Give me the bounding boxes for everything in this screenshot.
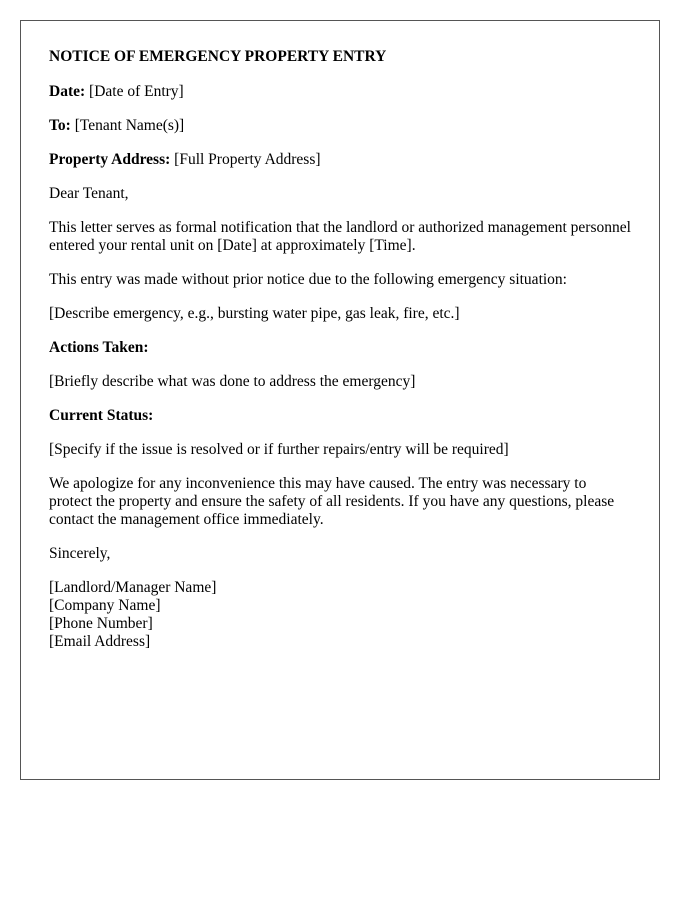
signature-email: [Email Address] [49,633,151,650]
emergency-reason-paragraph: This entry was made without prior notice due to the following emergency situation: [49,271,567,288]
sign-off: Sincerely, [49,545,111,562]
status-heading: Current Status: [49,407,154,424]
letter-title: NOTICE OF EMERGENCY PROPERTY ENTRY [49,48,387,65]
actions-value: [Briefly describe what was done to address the emergency] [49,373,416,390]
entry-notification-paragraph: This letter serves as formal notification that the landlord or authorized management personnel entered your rental unit on [Date] at approximately [Time]. [49,219,631,254]
address-value: [Full Property Address] [174,151,321,168]
to-value: [Tenant Name(s)] [74,117,185,134]
date-value: [Date of Entry] [89,83,184,100]
date-label: Date: [49,83,86,100]
to-label: To: [49,117,71,134]
signature-name: [Landlord/Manager Name] [49,579,217,596]
status-value: [Specify if the issue is resolved or if further repairs/entry will be required] [49,441,509,458]
date-line [49,83,631,101]
signature-block [49,579,631,651]
letter-page [20,20,660,780]
signature-phone: [Phone Number] [49,615,153,632]
to-line [49,117,631,135]
salutation: Dear Tenant, [49,185,129,202]
address-label: Property Address: [49,151,171,168]
actions-heading: Actions Taken: [49,339,149,356]
emergency-description: [Describe emergency, e.g., bursting water pipe, gas leak, fire, etc.] [49,305,460,322]
closing-paragraph: We apologize for any inconvenience this may have caused. The entry was necessary to protect the property and ensure the safety of all residents. If you have any questions, please contact the management office immediately. [49,475,615,528]
signature-company: [Company Name] [49,597,161,614]
address-line [49,151,631,169]
